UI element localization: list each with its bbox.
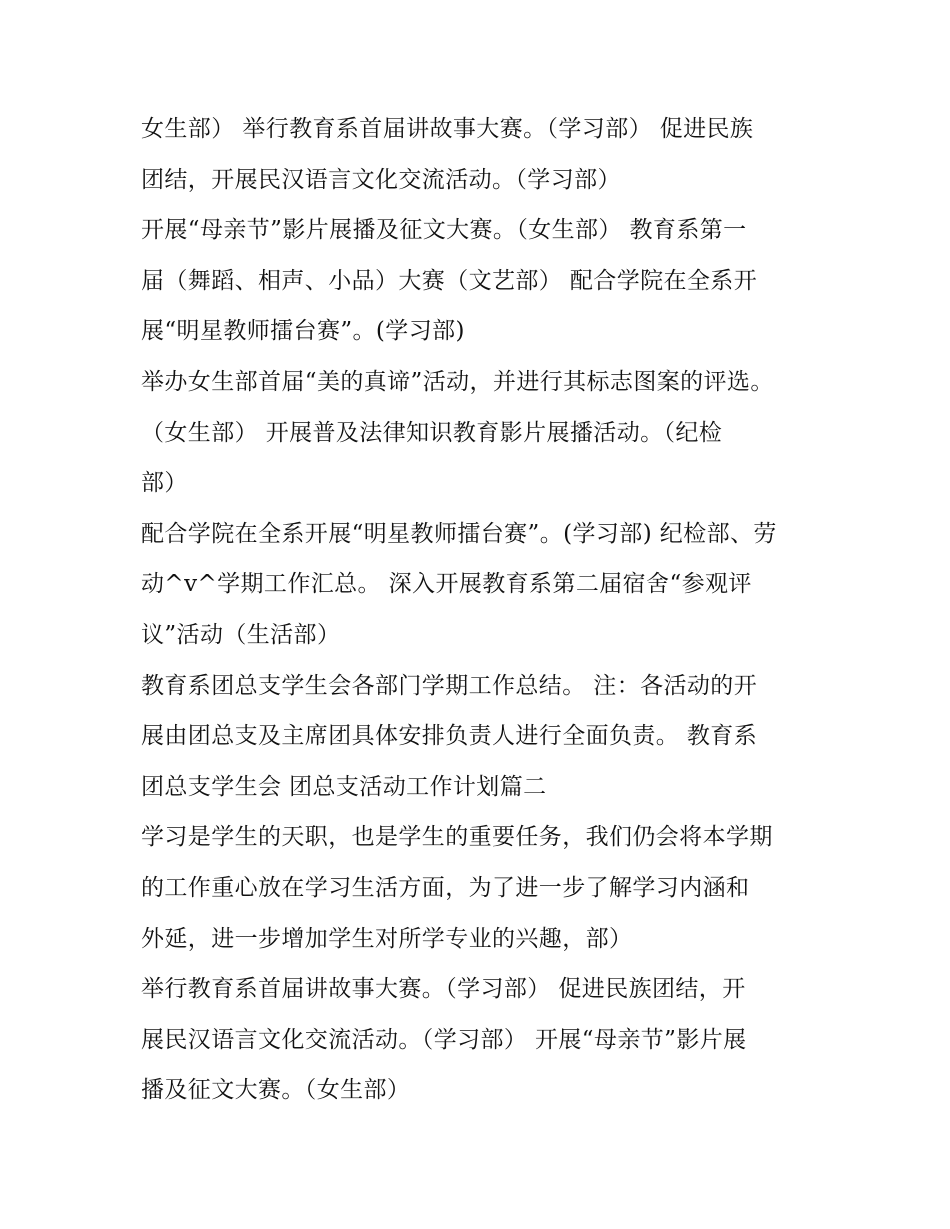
text-line: 届（舞蹈、相声、小品）大赛（文艺部） 配合学院在全系开 bbox=[141, 267, 758, 294]
text-line: （女生部） 开展普及法律知识教育影片展播活动。（纪检 bbox=[141, 419, 723, 446]
text-line: 教育系团总支学生会各部门学期工作总结。 注：各活动的开 bbox=[141, 672, 758, 699]
document-body bbox=[141, 104, 821, 1116]
text-line: 女生部） 举行教育系首届讲故事大赛。（学习部） 促进民族 bbox=[141, 116, 754, 142]
text-line: 议”活动（生活部） bbox=[141, 621, 341, 648]
text-line: 举行教育系首届讲故事大赛。（学习部） 促进民族团结，开 bbox=[141, 976, 746, 1003]
text-line: 的工作重心放在学习生活方面，为了进一步了解学习内涵和 bbox=[141, 874, 750, 901]
text-line: 举办女生部首届“美的真谛”活动，并进行其标志图案的评选。 bbox=[141, 368, 774, 395]
text-line: 团总支学生会 团总支活动工作计划篇二 bbox=[141, 773, 547, 800]
text-line: 展民汉语言文化交流活动。（学习部） 开展“母亲节”影片展 bbox=[141, 1026, 747, 1053]
text-line: 展“明星教师擂台赛”。(学习部) bbox=[141, 318, 465, 345]
text-line: 动^v^学期工作汇总。 深入开展教育系第二届宿舍“参观评 bbox=[141, 571, 752, 598]
text-line: 配合学院在全系开展“明星教师擂台赛”。(学习部) 纪检部、劳 bbox=[141, 520, 777, 547]
text-line: 团结，开展民汉语言文化交流活动。（学习部） bbox=[141, 166, 621, 193]
text-line: 外延，进一步增加学生对所学专业的兴趣，部） bbox=[141, 925, 633, 952]
text-line: 开展“母亲节”影片展播及征文大赛。（女生部） 教育系第一 bbox=[141, 217, 747, 244]
text-line: 学习是学生的天职，也是学生的重要任务，我们仍会将本学期 bbox=[141, 824, 773, 851]
text-line: 展由团总支及主席团具体安排负责人进行全面负责。 教育系 bbox=[141, 723, 758, 750]
text-line: 部） bbox=[141, 470, 188, 497]
text-line: 播及征文大赛。（女生部） bbox=[141, 1077, 411, 1104]
